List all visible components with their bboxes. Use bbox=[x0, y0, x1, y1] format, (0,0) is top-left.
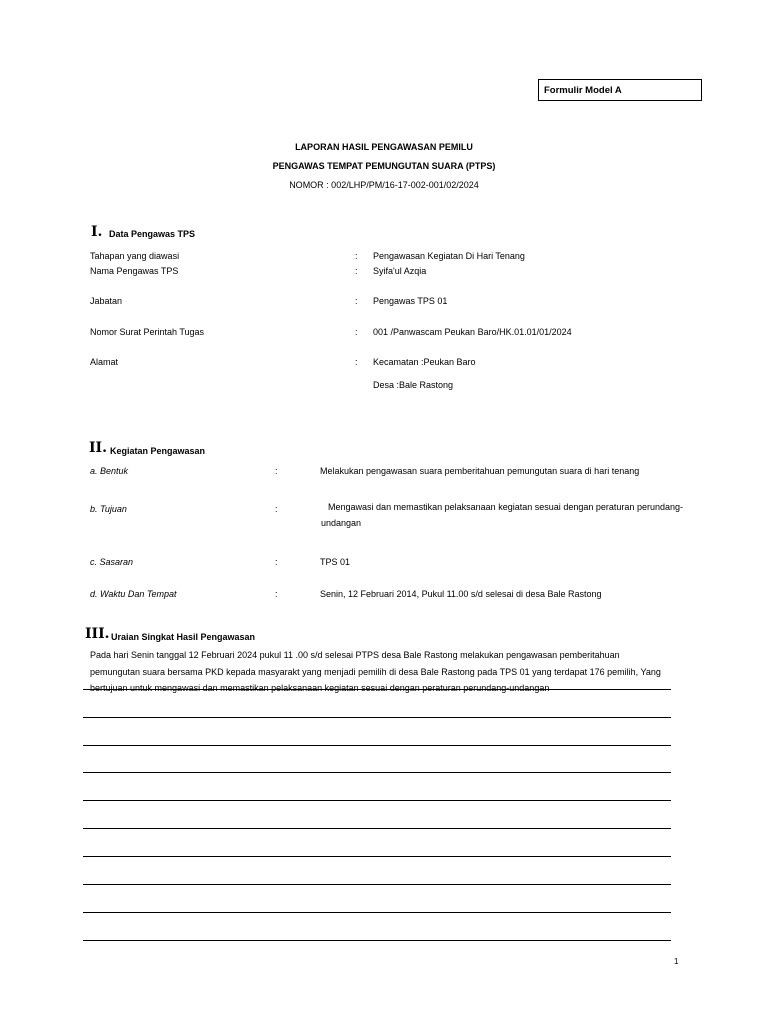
ruled-line bbox=[83, 772, 671, 773]
section-1-title: Data Pengawas TPS bbox=[109, 229, 196, 239]
row-label-jabatan: Jabatan bbox=[90, 296, 123, 306]
form-model-label: Formulir Model A bbox=[538, 79, 702, 101]
row-value-tahapan: Pengawasan Kegiatan Di Hari Tenang bbox=[373, 251, 525, 261]
row-value-tujuan: Mengawasi dan memastikan pelaksanaan kegiatan sesuai dengan peraturan perundang-undangan bbox=[321, 502, 683, 528]
row-value-nama: Syifa'ul Azqia bbox=[373, 266, 427, 276]
row-value-nomor-surat: 001 /Panwascam Peukan Baro/HK.01.01/01/2024 bbox=[373, 327, 572, 337]
row-sep-nama: : bbox=[355, 266, 358, 276]
ruled-line bbox=[83, 689, 671, 690]
row-label-alamat: Alamat bbox=[90, 357, 119, 367]
report-subtitle: PENGAWAS TEMPAT PEMUNGUTAN SUARA (PTPS) bbox=[272, 161, 496, 171]
row-label-bentuk: a. Bentuk bbox=[90, 466, 129, 476]
row-sep-bentuk: : bbox=[275, 466, 278, 476]
row-value-alamat: Kecamatan :Peukan Baro bbox=[373, 357, 476, 367]
row-value-sasaran: TPS 01 bbox=[320, 557, 351, 567]
row-label-waktu: d. Waktu Dan Tempat bbox=[90, 589, 177, 599]
section-2-title: Kegiatan Pengawasan bbox=[110, 446, 206, 456]
row-label-nomor-surat: Nomor Surat Perintah Tugas bbox=[90, 327, 205, 337]
section-3-title: Uraian Singkat Hasil Pengawasan bbox=[111, 632, 256, 642]
row-sep-tahapan: : bbox=[355, 251, 358, 261]
row-sep-waktu: : bbox=[275, 589, 278, 599]
ruled-line bbox=[83, 912, 671, 913]
row-value-alamat-desa: Desa :Bale Rastong bbox=[373, 380, 454, 390]
row-label-nama: Nama Pengawas TPS bbox=[90, 266, 179, 276]
row-label-tahapan: Tahapan yang diawasi bbox=[90, 251, 180, 261]
row-value-waktu: Senin, 12 Februari 2014, Pukul 11.00 s/d selesai di desa Bale Rastong bbox=[320, 589, 602, 599]
section-2-numeral: II. bbox=[89, 440, 107, 456]
row-value-bentuk: Melakukan pengawasan suara pemberitahuan pemungutan suara di hari tenang bbox=[320, 466, 640, 476]
ruled-line bbox=[83, 717, 671, 718]
row-value-jabatan: Pengawas TPS 01 bbox=[373, 296, 448, 306]
ruled-line bbox=[83, 884, 671, 885]
ruled-line bbox=[83, 940, 671, 941]
ruled-line bbox=[83, 800, 671, 801]
report-number: NOMOR : 002/LHP/PM/16-17-002-001/02/2024 bbox=[289, 180, 479, 190]
row-sep-alamat: : bbox=[355, 357, 358, 367]
row-label-sasaran: c. Sasaran bbox=[90, 557, 134, 567]
report-title: LAPORAN HASIL PENGAWASAN PEMILU bbox=[295, 142, 473, 152]
row-sep-sasaran: : bbox=[275, 557, 278, 567]
ruled-line bbox=[83, 828, 671, 829]
ruled-line bbox=[83, 856, 671, 857]
section-3-numeral: III. bbox=[85, 626, 110, 642]
row-sep-nomor-surat: : bbox=[355, 327, 358, 337]
section-1-numeral: I. bbox=[91, 224, 103, 240]
summary-paragraph: Pada hari Senin tanggal 12 Februari 2024 pukul 11 .00 s/d selesai PTPS desa Bale Rastong melakukan pengawasan pemberitahuan pemungutan suara bersama PKD kepada masyarakt yang menjadi pemilih di desa Bale Rastong pada TPS 01 yang terdapat 176 pemilih, Yang bertujuan untuk mengawasi dan memastikan pelaksanaan kegiatan sesuai dengan peraturan perundang-undangan bbox=[90, 650, 661, 693]
page-number: 1 bbox=[674, 957, 679, 966]
row-label-tujuan: b. Tujuan bbox=[90, 504, 127, 514]
row-sep-tujuan: : bbox=[275, 504, 278, 514]
row-sep-jabatan: : bbox=[355, 296, 358, 306]
ruled-line bbox=[83, 745, 671, 746]
